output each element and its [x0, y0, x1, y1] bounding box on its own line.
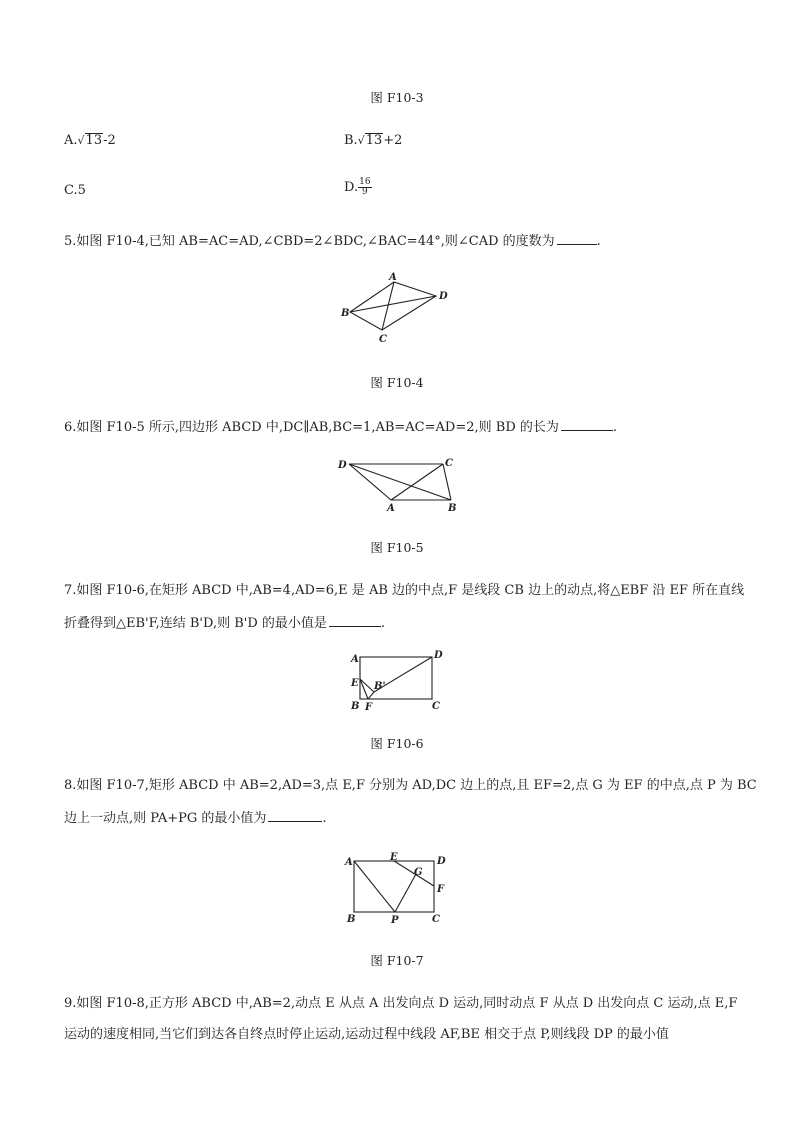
fraction: $\frac{16}{9}$: [359, 177, 371, 197]
label-c: C: [432, 914, 440, 925]
figure-f10-5: [333, 454, 463, 516]
label-b: B: [448, 503, 457, 514]
label-d: D: [437, 856, 446, 867]
question-8-line-1: 8.如图 F10-7,矩形 ABCD 中 AB=2,AD=3,点 E,F 分别为 AD,DC 边上的点,且 EF=2,点 G 为 EF 的中点,点 P 为 BC: [64, 778, 757, 793]
figure-caption-f10-6: 图 F10-6: [370, 736, 424, 751]
radicand: 13: [85, 133, 103, 148]
question-7-line-1: 7.如图 F10-6,在矩形 ABCD 中,AB=4,AD=6,E 是 AB 边的中点,F 是线段 CB 边上的动点,将△EBF 沿 EF 所在直线: [64, 583, 745, 598]
figure-caption-f10-7: 图 F10-7: [370, 953, 424, 968]
quadrilateral-abcd: [350, 282, 436, 330]
answer-blank[interactable]: [329, 614, 381, 627]
question-5: 5.如图 F10-4,已知 AB=AC=AD,∠CBD=2∠BDC,∠BAC=44°,则∠CAD 的度数为 .: [64, 234, 601, 249]
figure-caption-f10-4: 图 F10-4: [370, 375, 424, 390]
option-c: C.5: [64, 183, 86, 198]
figure-f10-4: [330, 268, 460, 350]
segment-ad: [349, 464, 391, 500]
answer-blank[interactable]: [268, 809, 322, 822]
label-d: D: [434, 650, 443, 661]
answer-blank[interactable]: [557, 232, 597, 245]
label-e: E: [390, 852, 398, 863]
question-9-line-1: 9.如图 F10-8,正方形 ABCD 中,AB=2,动点 E 从点 A 出发向点 D 运动,同时动点 F 从点 D 出发向点 C 运动,点 E,F: [64, 996, 738, 1011]
label-b: B: [351, 701, 360, 712]
label-a: A: [345, 857, 353, 868]
label-b: B: [341, 308, 350, 319]
question-6: 6.如图 F10-5 所示,四边形 ABCD 中,DC∥AB,BC=1,AB=AC=AD=2,则 BD 的长为 .: [64, 420, 618, 435]
label-g: G: [414, 867, 423, 878]
question-8-line-2: 边上一动点,则 PA+PG 的最小值为 .: [64, 811, 327, 826]
label-p: P: [391, 915, 399, 926]
option-d: D. $\frac{16}{9}$: [344, 177, 371, 197]
label-f: F: [437, 884, 445, 895]
radicand: 13: [365, 133, 383, 148]
segment-pg: [395, 874, 416, 912]
figure-f10-6: [346, 648, 456, 714]
label-b-prime: B': [374, 681, 386, 692]
label-d: D: [439, 291, 448, 302]
option-b: B.√13+2: [344, 133, 403, 148]
answer-blank[interactable]: [561, 418, 613, 431]
label-b: B: [347, 914, 356, 925]
label-e: E: [351, 678, 359, 689]
segment-b-prime-f: [368, 692, 374, 699]
label-c: C: [432, 701, 440, 712]
label-a: A: [389, 272, 397, 283]
label-d: D: [338, 460, 347, 471]
segment-bc: [443, 464, 451, 500]
segment-pa: [354, 861, 395, 912]
label-a: A: [351, 654, 359, 665]
label-c: C: [379, 334, 387, 345]
figure-caption-f10-3: 图 F10-3: [370, 90, 424, 105]
figure-f10-7: [344, 850, 456, 928]
label-c: C: [445, 458, 453, 469]
label-f: F: [365, 702, 373, 713]
figure-caption-f10-5: 图 F10-5: [370, 540, 424, 555]
option-a: A.√13-2: [64, 133, 116, 148]
question-9-line-2: 运动的速度相同,当它们到达各自终点时停止运动,运动过程中线段 AF,BE 相交于点 P,则线段 DP 的最小值: [64, 1027, 669, 1042]
label-a: A: [387, 503, 395, 514]
question-7-line-2: 折叠得到△EB'F,连结 B'D,则 B'D 的最小值是 .: [64, 616, 386, 631]
